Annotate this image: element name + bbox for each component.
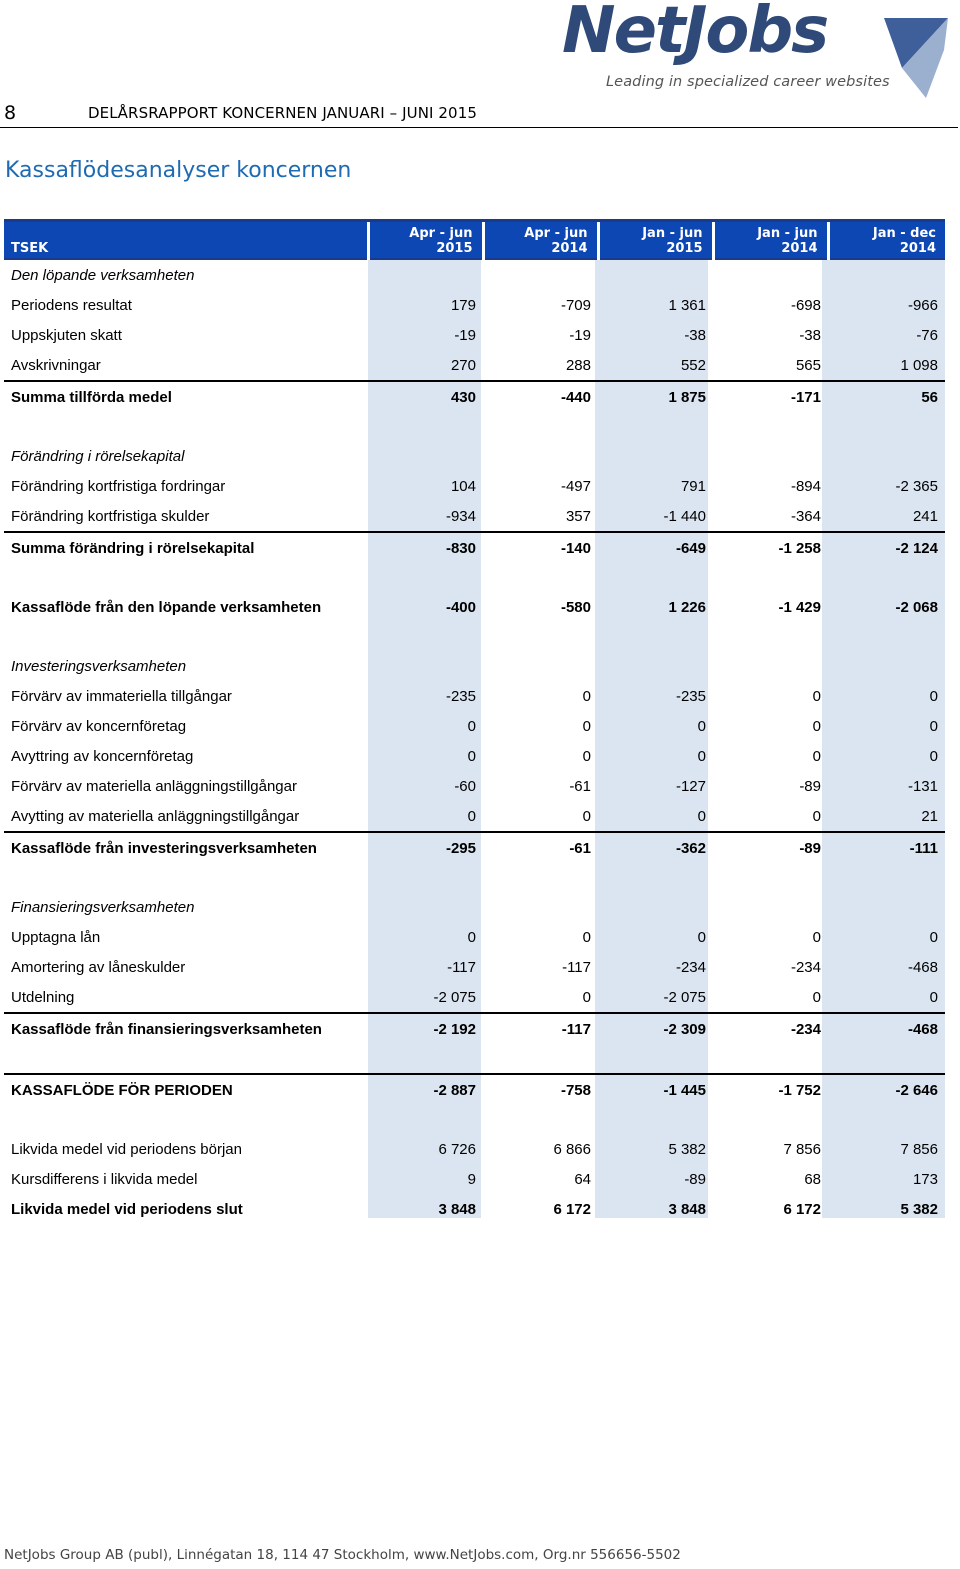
row-value: -19: [454, 326, 476, 344]
page-header: [0, 0, 960, 130]
row-value: 179: [450, 296, 476, 314]
row-value: -235: [445, 687, 476, 705]
table-row: [4, 832, 945, 863]
row-value: [368, 412, 483, 441]
row-value: -61: [483, 832, 598, 863]
row-value: 565: [795, 356, 821, 374]
row-value: 288: [565, 356, 591, 374]
table-row: [4, 592, 945, 622]
row-value: 7 856: [783, 1140, 821, 1158]
row-value: -295: [368, 832, 483, 863]
row-value: -1 440: [663, 507, 706, 525]
row-value: -60: [454, 777, 476, 795]
row-label: Förändring i rörelsekapital: [11, 447, 185, 465]
logo-tagline: Leading in specialized career websites: [606, 74, 890, 90]
row-value: [828, 441, 945, 471]
row-value: -934: [445, 507, 476, 525]
row-value: [828, 412, 945, 441]
row-value: -117: [447, 958, 476, 976]
row-value: 0: [697, 928, 706, 946]
row-value: [828, 622, 945, 651]
row-value: 21: [921, 807, 938, 825]
row-label: Förvärv av materiella anläggningstillgångar: [11, 777, 297, 795]
row-value: -38: [684, 326, 706, 344]
table-row: [4, 801, 945, 832]
row-value: [483, 563, 598, 592]
row-value: [828, 563, 945, 592]
row-label: Förändring kortfristiga skulder: [11, 507, 210, 525]
spacer-row: [4, 1105, 945, 1134]
row-value: [483, 1044, 598, 1074]
row-value: 0: [582, 747, 591, 765]
row-value: -2 646: [828, 1074, 945, 1105]
row-label: Förvärv av immateriella tillgångar: [11, 687, 232, 705]
spacer-row: [4, 863, 945, 892]
row-value: [483, 1105, 598, 1134]
row-value: [368, 441, 483, 471]
row-value: 9: [467, 1170, 476, 1188]
row-label: Amortering av låneskulder: [11, 958, 186, 976]
row-value: -235: [675, 687, 706, 705]
row-value: 6 172: [553, 1200, 591, 1218]
row-value: -400: [445, 598, 476, 616]
row-value: [483, 412, 598, 441]
row-value: -234: [713, 1013, 828, 1044]
row-value: 5 382: [668, 1140, 706, 1158]
row-value: 56: [828, 381, 945, 412]
row-value: -2 365: [895, 477, 938, 495]
table-row: [4, 922, 945, 952]
row-value: [828, 1105, 945, 1134]
row-value: -580: [560, 598, 591, 616]
row-value: -140: [483, 532, 598, 563]
row-value: 0: [582, 807, 591, 825]
header-divider: [0, 127, 958, 128]
row-value: 0: [582, 928, 591, 946]
row-value: 241: [912, 507, 938, 525]
header-cell-period: Jan - dec 2014: [828, 221, 945, 260]
row-label: [4, 622, 368, 651]
page-number: 8: [4, 102, 17, 124]
row-value: [598, 892, 713, 922]
row-value: [713, 1044, 828, 1074]
row-label: Utdelning: [11, 988, 75, 1006]
table-row: [4, 441, 945, 471]
row-value: [368, 1105, 483, 1134]
row-value: 552: [680, 356, 706, 374]
row-value: [368, 622, 483, 651]
row-value: 0: [929, 717, 938, 735]
row-value: 6 866: [553, 1140, 591, 1158]
table-row: [4, 1013, 945, 1044]
row-value: 5 382: [900, 1200, 938, 1218]
row-value: 0: [929, 928, 938, 946]
row-label: Avyttring av koncernföretag: [11, 747, 194, 765]
row-value: [828, 651, 945, 681]
row-value: [713, 651, 828, 681]
row-value: 68: [804, 1170, 821, 1188]
table-row: [4, 651, 945, 681]
table-row: [4, 982, 945, 1013]
row-value: -468: [828, 1013, 945, 1044]
row-value: [483, 441, 598, 471]
row-value: -117: [562, 958, 591, 976]
row-value: -440: [483, 381, 598, 412]
row-label: [4, 1044, 368, 1074]
row-value: [598, 622, 713, 651]
netjobs-logo: [560, 2, 955, 102]
row-value: 430: [368, 381, 483, 412]
row-label: [4, 1105, 368, 1134]
row-value: 0: [929, 988, 938, 1006]
row-label: KASSAFLÖDE FÖR PERIODEN: [4, 1074, 368, 1105]
spacer-row: [4, 412, 945, 441]
row-value: [598, 563, 713, 592]
row-value: 0: [697, 807, 706, 825]
row-value: [713, 892, 828, 922]
row-value: 0: [582, 988, 591, 1006]
row-value: -1 429: [778, 598, 821, 616]
row-value: 0: [812, 687, 821, 705]
row-value: 1 361: [668, 296, 706, 314]
row-value: -2 075: [433, 988, 476, 1006]
row-label: Kassaflöde från den löpande verksamheten: [11, 598, 322, 616]
row-value: -1 258: [713, 532, 828, 563]
table-header-row: [4, 221, 945, 260]
row-value: 0: [467, 807, 476, 825]
row-label: Investeringsverksamheten: [11, 657, 187, 675]
row-label: Förändring kortfristiga fordringar: [11, 477, 226, 495]
table-row: [4, 532, 945, 563]
spacer-row: [4, 1044, 945, 1074]
row-value: -127: [675, 777, 706, 795]
row-value: [828, 259, 945, 290]
row-label: Kassaflöde från finansieringsverksamheten: [4, 1013, 368, 1044]
row-value: [713, 1105, 828, 1134]
row-label: Avytting av materiella anläggningstillgångar: [11, 807, 300, 825]
row-value: 0: [467, 717, 476, 735]
row-label: [4, 863, 368, 892]
row-value: [828, 863, 945, 892]
row-label: Förvärv av koncernföretag: [11, 717, 187, 735]
table-row: [4, 952, 945, 982]
row-label: [4, 412, 368, 441]
row-value: [368, 1044, 483, 1074]
row-value: [368, 651, 483, 681]
row-value: -38: [799, 326, 821, 344]
row-value: [368, 259, 483, 290]
row-value: 0: [697, 747, 706, 765]
spacer-row: [4, 563, 945, 592]
table-row: [4, 711, 945, 741]
row-value: [598, 863, 713, 892]
logo-flag-icon: [882, 10, 952, 100]
row-value: 0: [929, 687, 938, 705]
row-label: Likvida medel vid periodens slut: [11, 1200, 243, 1218]
row-value: 7 856: [900, 1140, 938, 1158]
row-value: -758: [483, 1074, 598, 1105]
row-value: -171: [713, 381, 828, 412]
row-value: 3 848: [668, 1200, 706, 1218]
table-row: [4, 501, 945, 532]
row-value: 0: [467, 928, 476, 946]
row-value: [598, 259, 713, 290]
cash-flow-table-wrapper: [4, 219, 945, 1224]
table-row: [4, 892, 945, 922]
row-label: Summa förändring i rörelsekapital: [4, 532, 368, 563]
header-cell-period: Jan - jun 2015: [598, 221, 713, 260]
row-value: [828, 1044, 945, 1074]
row-value: 0: [812, 717, 821, 735]
row-value: 357: [565, 507, 591, 525]
row-value: [598, 1105, 713, 1134]
row-value: [713, 412, 828, 441]
row-value: [713, 863, 828, 892]
row-label: Den löpande verksamheten: [11, 266, 195, 284]
table-row: [4, 259, 945, 290]
row-value: -19: [569, 326, 591, 344]
row-label: Uppskjuten skatt: [11, 326, 122, 344]
row-value: -698: [790, 296, 821, 314]
row-value: [368, 863, 483, 892]
table-row: [4, 471, 945, 501]
page-footer: NetJobs Group AB (publ), Linnégatan 18, 114 47 Stockholm, www.NetJobs.com, Org.nr 556656-5502: [4, 1547, 681, 1563]
row-value: [598, 412, 713, 441]
row-value: -966: [907, 296, 938, 314]
row-value: [598, 441, 713, 471]
row-label: Summa tillförda medel: [4, 381, 368, 412]
row-value: [483, 863, 598, 892]
row-value: -111: [828, 832, 945, 863]
table-row: [4, 1194, 945, 1224]
row-label: Avskrivningar: [11, 356, 101, 374]
row-value: -709: [560, 296, 591, 314]
row-value: -2 192: [368, 1013, 483, 1044]
row-value: 3 848: [438, 1200, 476, 1218]
row-value: 6 172: [783, 1200, 821, 1218]
row-value: -894: [790, 477, 821, 495]
row-value: 0: [812, 988, 821, 1006]
row-value: [368, 892, 483, 922]
row-value: -2 075: [663, 988, 706, 1006]
row-value: 1 875: [598, 381, 713, 412]
table-row: [4, 320, 945, 350]
row-value: [598, 1044, 713, 1074]
row-label: Kursdifferens i likvida medel: [11, 1170, 198, 1188]
row-value: -234: [790, 958, 821, 976]
row-value: [483, 651, 598, 681]
row-value: -2 068: [895, 598, 938, 616]
row-value: -2 309: [598, 1013, 713, 1044]
row-label: Kassaflöde från investeringsverksamheten: [4, 832, 368, 863]
row-value: [713, 441, 828, 471]
row-value: 1 226: [668, 598, 706, 616]
row-value: [483, 892, 598, 922]
table-row: [4, 771, 945, 801]
row-value: -2 124: [828, 532, 945, 563]
row-value: 0: [697, 717, 706, 735]
row-value: -1 445: [598, 1074, 713, 1105]
row-value: 0: [582, 717, 591, 735]
row-value: -76: [916, 326, 938, 344]
row-value: -364: [790, 507, 821, 525]
row-value: 791: [680, 477, 706, 495]
table-row: [4, 1134, 945, 1164]
row-value: [483, 622, 598, 651]
header-cell-period: Jan - jun 2014: [713, 221, 828, 260]
row-value: 0: [929, 747, 938, 765]
row-value: -2 887: [368, 1074, 483, 1105]
row-value: -649: [598, 532, 713, 563]
row-value: 0: [812, 807, 821, 825]
row-value: 0: [582, 687, 591, 705]
row-value: -117: [483, 1013, 598, 1044]
row-value: 0: [467, 747, 476, 765]
row-value: -1 752: [713, 1074, 828, 1105]
table-row: [4, 290, 945, 320]
row-value: [598, 651, 713, 681]
logo-wordmark: NetJobs: [562, 0, 828, 68]
row-value: 0: [812, 747, 821, 765]
row-value: [713, 563, 828, 592]
row-value: -468: [907, 958, 938, 976]
row-value: -234: [675, 958, 706, 976]
row-label: [4, 563, 368, 592]
row-label: Likvida medel vid periodens början: [11, 1140, 242, 1158]
row-label: Finansieringsverksamheten: [11, 898, 195, 916]
row-value: 64: [574, 1170, 591, 1188]
table-row: [4, 681, 945, 711]
spacer-row: [4, 622, 945, 651]
row-value: -89: [713, 832, 828, 863]
row-value: -362: [598, 832, 713, 863]
row-value: 1 098: [900, 356, 938, 374]
table-row: [4, 741, 945, 771]
table-row: [4, 1074, 945, 1105]
row-value: -89: [684, 1170, 706, 1188]
section-title: Kassaflödesanalyser koncernen: [5, 158, 352, 183]
row-label: Upptagna lån: [11, 928, 101, 946]
row-value: [713, 622, 828, 651]
table-row: [4, 381, 945, 412]
row-value: 0: [812, 928, 821, 946]
table-row: [4, 350, 945, 381]
table-row: [4, 1164, 945, 1194]
row-value: [368, 563, 483, 592]
row-value: 173: [912, 1170, 938, 1188]
row-value: [828, 892, 945, 922]
row-label: Periodens resultat: [11, 296, 132, 314]
row-value: 6 726: [438, 1140, 476, 1158]
header-cell-period: Apr - jun 2015: [368, 221, 483, 260]
row-value: [713, 259, 828, 290]
header-cell-unit: TSEK: [4, 221, 368, 260]
row-value: [483, 259, 598, 290]
row-value: -830: [368, 532, 483, 563]
header-cell-period: Apr - jun 2014: [483, 221, 598, 260]
row-value: 104: [450, 477, 476, 495]
row-value: 270: [450, 356, 476, 374]
document-title: DELÅRSRAPPORT KONCERNEN JANUARI – JUNI 2015: [88, 104, 477, 122]
row-value: -131: [907, 777, 938, 795]
row-value: -61: [569, 777, 591, 795]
cash-flow-table: [4, 219, 945, 1224]
row-value: -89: [799, 777, 821, 795]
row-value: -497: [560, 477, 591, 495]
